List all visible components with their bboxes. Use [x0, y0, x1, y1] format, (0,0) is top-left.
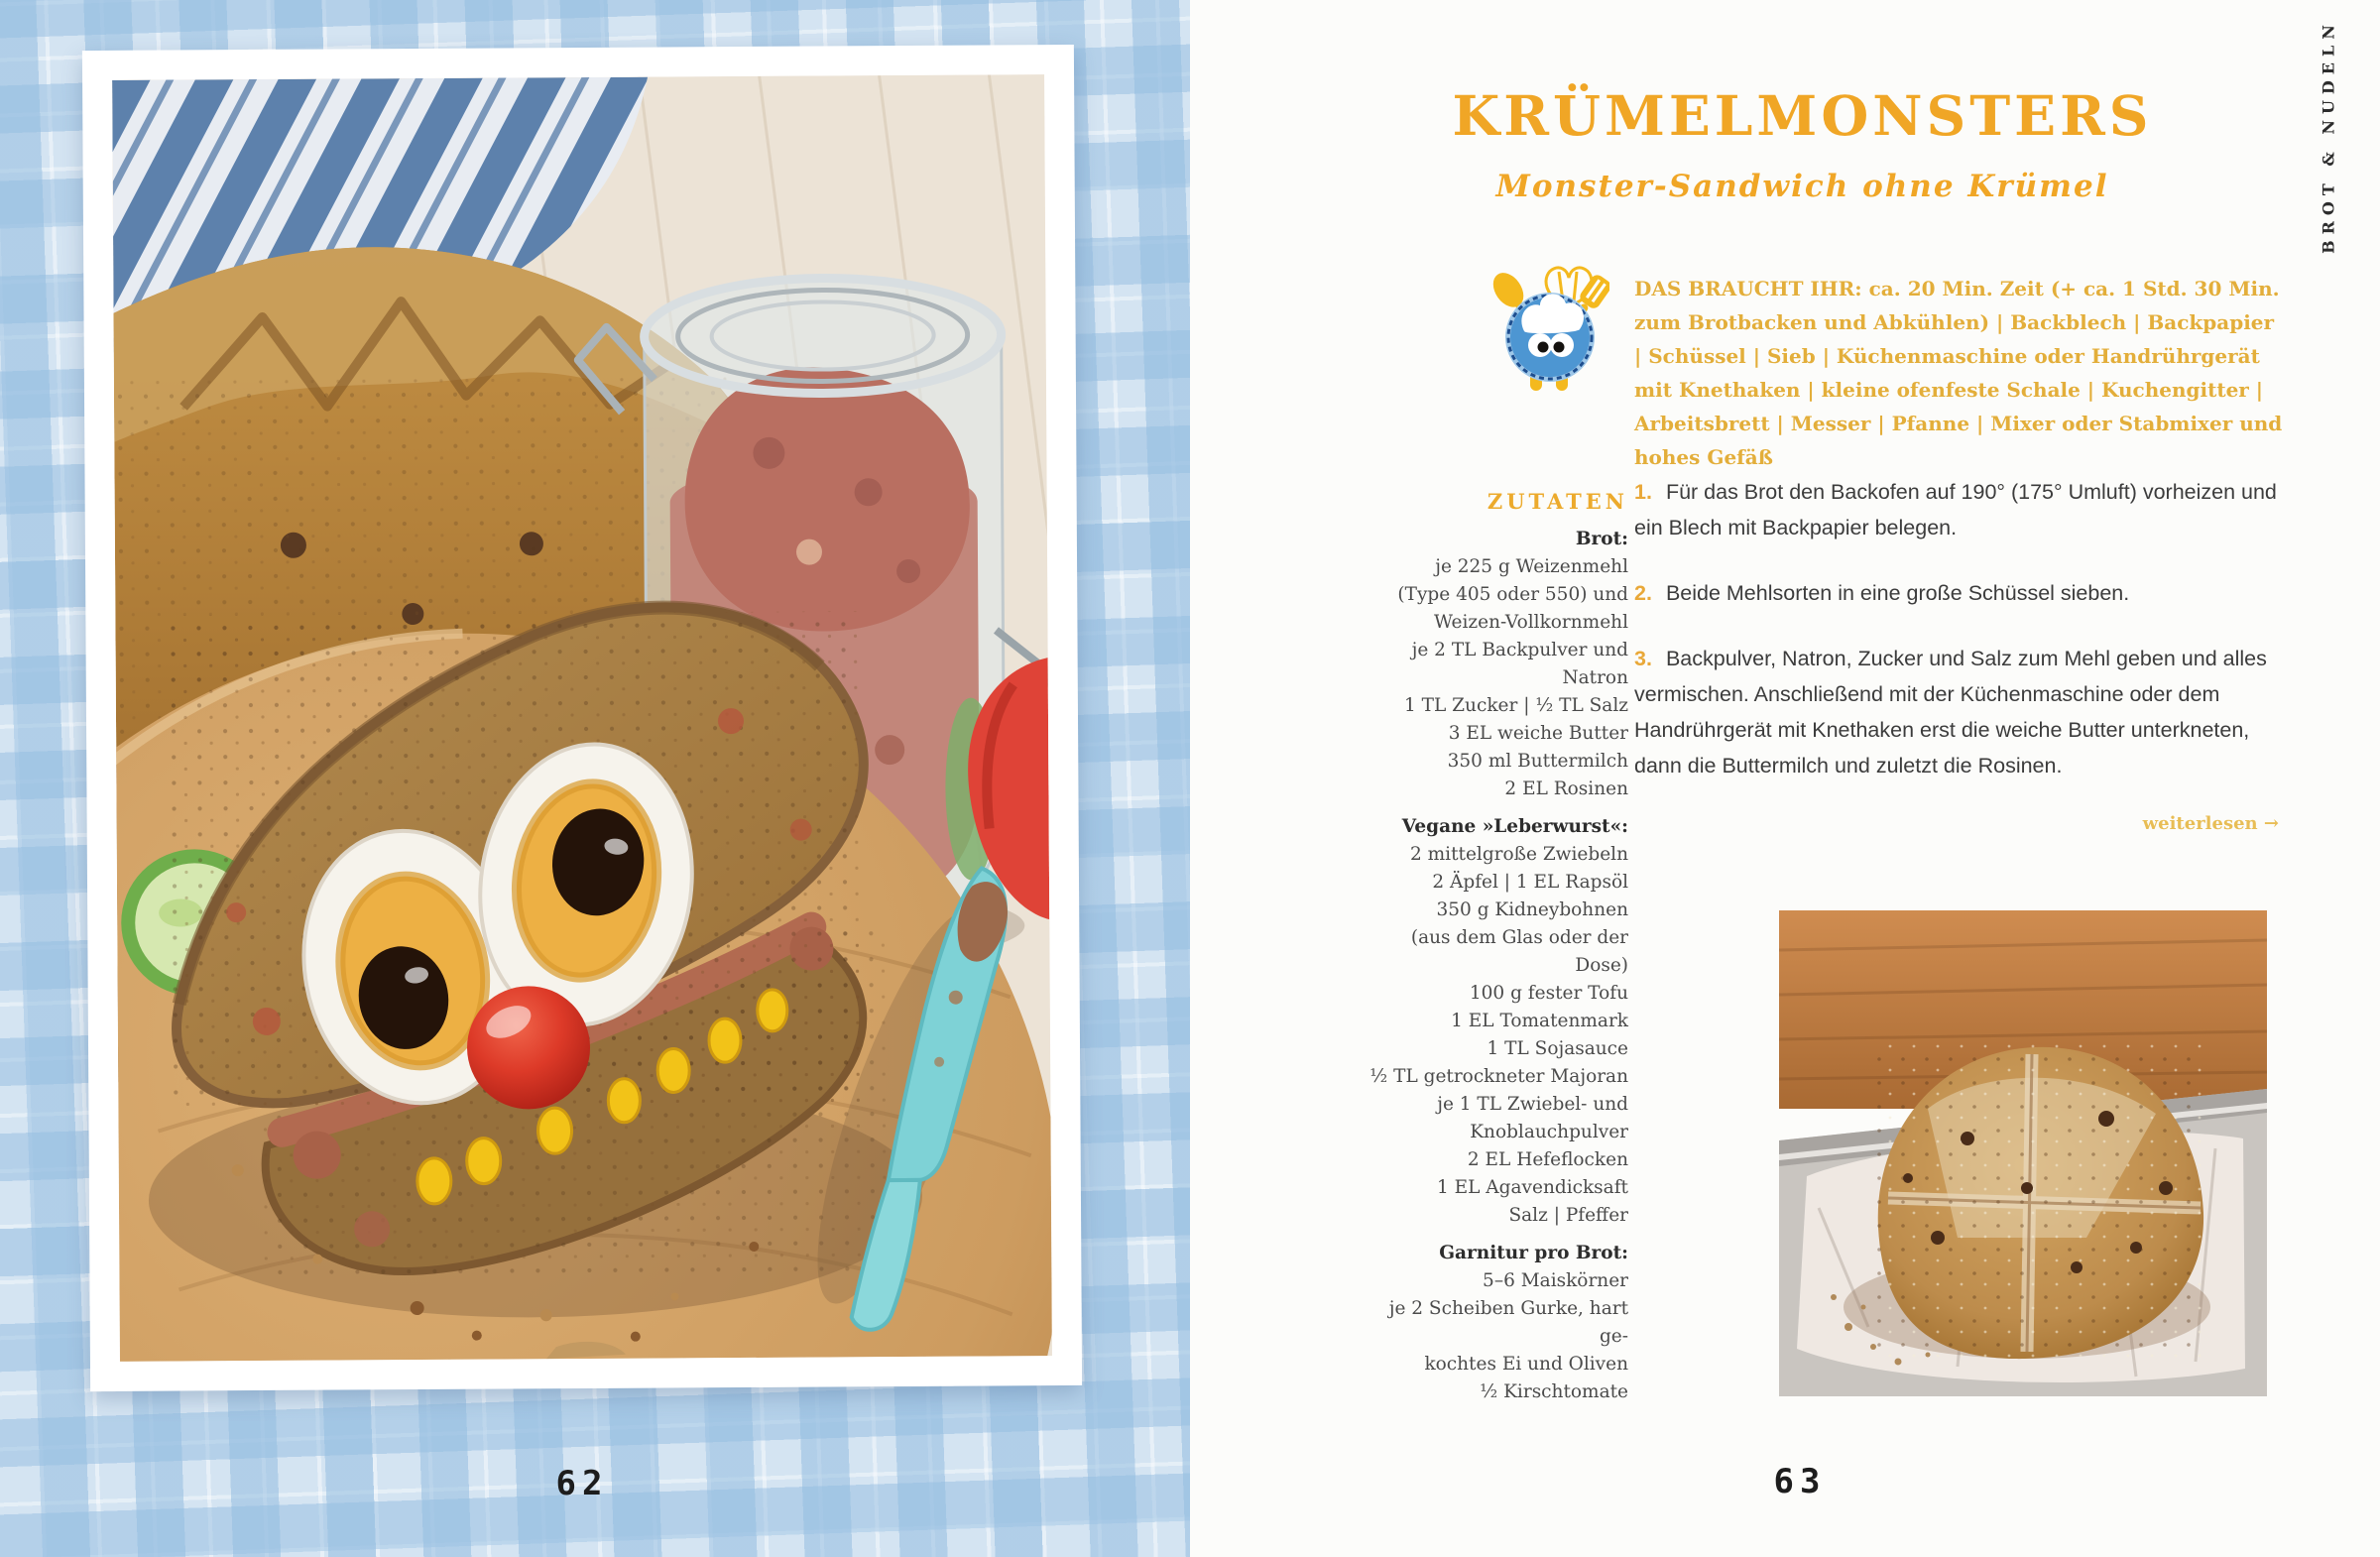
page-number-right: 63 — [1773, 1462, 1827, 1501]
recipe-step — [1634, 474, 2287, 545]
step-number: 2. — [1634, 581, 1652, 605]
ingredient-line: 2 EL Hefeflocken — [1467, 1149, 1628, 1170]
step-number: 1. — [1634, 480, 1652, 504]
equipment-paragraph: DAS BRAUCHT IHR: ca. 20 Min. Zeit (+ ca. 1 Std. 30 Min. zum Brotbacken und Abkühlen) | Backblech | Backpapier | Schüssel | Sieb | Küchenmaschine oder Handrührgerät mit Knethaken | kleine ofenfeste Schale | Kuchengitter | Arbeitsbrett | Messer | Pfanne | Mixer oder Stabmixer und hohes Gefäß — [1634, 277, 2283, 469]
recipe-title: KRÜMELMONSTERS — [1452, 83, 2153, 148]
ingredient-line: 2 Äpfel | 1 EL Rapsöl — [1432, 872, 1628, 893]
ingredient-line: 350 g Kidneybohnen — [1436, 899, 1628, 920]
ingredient-line: 350 ml Buttermilch — [1447, 751, 1628, 772]
monster-face-icon — [1505, 293, 1595, 382]
ingredient-group-liverwurst — [1368, 813, 1628, 1230]
ingredient-line: Natron — [1562, 667, 1628, 688]
ingredient-line: ½ TL getrockneter Majoran — [1369, 1066, 1628, 1087]
ingredient-group-title: Vegane »Leberwurst«: — [1401, 816, 1628, 837]
recipe-step — [1634, 641, 2287, 783]
ingredient-group-title: Brot: — [1575, 529, 1628, 549]
recipe-step — [1634, 575, 2287, 611]
ingredient-line: 100 g fester Tofu — [1469, 983, 1628, 1004]
step-text: Backpulver, Natron, Zucker und Salz zum Mehl geben und alles vermischen. Anschließend mit der Küchenmaschine oder dem Handrührgerät mit Knethaken erst die weiche Butter unterkneten, dann die Buttermilch und zuletzt die Rosinen. — [1634, 647, 2267, 778]
ingredient-list — [1368, 841, 1628, 1230]
page-number-left: 62 — [555, 1464, 609, 1503]
ingredient-line: 1 TL Zucker | ½ TL Salz — [1404, 695, 1628, 716]
bread-loaf — [1844, 1044, 2210, 1362]
ingredient-line: kochtes Ei und Oliven — [1424, 1354, 1628, 1375]
ingredient-line: Salz | Pfeffer — [1508, 1205, 1628, 1226]
ingredient-line: 1 EL Tomatenmark — [1451, 1011, 1628, 1031]
monster-sandwich-photo — [112, 74, 1052, 1362]
ingredient-line: je 2 TL Backpulver und — [1411, 640, 1628, 660]
ingredient-line: je 225 g Weizenmehl — [1435, 556, 1628, 577]
chef-monster-icon — [1490, 264, 1609, 397]
ingredient-line: ½ Kirschtomate — [1480, 1381, 1628, 1402]
monster-sandwich-photo-frame — [82, 45, 1082, 1391]
ingredient-line: 2 mittelgroße Zwiebeln — [1409, 844, 1628, 865]
ingredient-line: je 2 Scheiben Gurke, hart ge- — [1388, 1298, 1628, 1347]
ingredient-line: Knoblauchpulver — [1470, 1122, 1628, 1142]
recipe-subtitle: Monster-Sandwich ohne Krümel — [1495, 169, 2109, 204]
ingredient-group-bread — [1368, 526, 1628, 803]
ingredient-line: 1 TL Sojasauce — [1487, 1038, 1628, 1059]
monster-sandwich-illustration — [112, 74, 1052, 1362]
ingredient-list — [1368, 553, 1628, 803]
ingredient-line: 3 EL weiche Butter — [1448, 723, 1628, 744]
bread-loaf-photo — [1779, 910, 2267, 1396]
step-number: 3. — [1634, 647, 1652, 670]
ingredient-line: 2 EL Rosinen — [1504, 778, 1628, 799]
chapter-side-label: BROT & NUDELN — [2319, 19, 2338, 254]
ingredient-line: 5–6 Maiskörner — [1483, 1270, 1628, 1291]
page-right — [1190, 0, 2380, 1557]
read-more-link[interactable]: weiterlesen → — [2142, 813, 2279, 834]
ingredient-line: (aus dem Glas oder der Dose) — [1410, 927, 1628, 976]
ingredient-group-title: Garnitur pro Brot: — [1439, 1243, 1628, 1263]
ingredient-line: Weizen-Vollkornmehl — [1434, 612, 1628, 633]
ingredient-list — [1368, 1267, 1628, 1406]
step-text: Für das Brot den Backofen auf 190° (175° Umluft) vorheizen und ein Blech mit Backpapier belegen. — [1634, 480, 2277, 539]
step-text: Beide Mehlsorten in eine große Schüssel sieben. — [1665, 581, 2130, 605]
ingredients-column — [1368, 488, 1628, 1406]
tomato-nose — [467, 986, 591, 1110]
ingredient-line: 1 EL Agavendicksaft — [1436, 1177, 1628, 1198]
ingredient-line: je 1 TL Zwiebel- und — [1437, 1094, 1628, 1115]
steps-column — [1634, 474, 2287, 813]
ingredient-group-garnish — [1368, 1240, 1628, 1406]
ingredient-line: (Type 405 oder 550) und — [1397, 584, 1628, 605]
ingredients-heading: ZUTATEN — [1487, 489, 1628, 514]
